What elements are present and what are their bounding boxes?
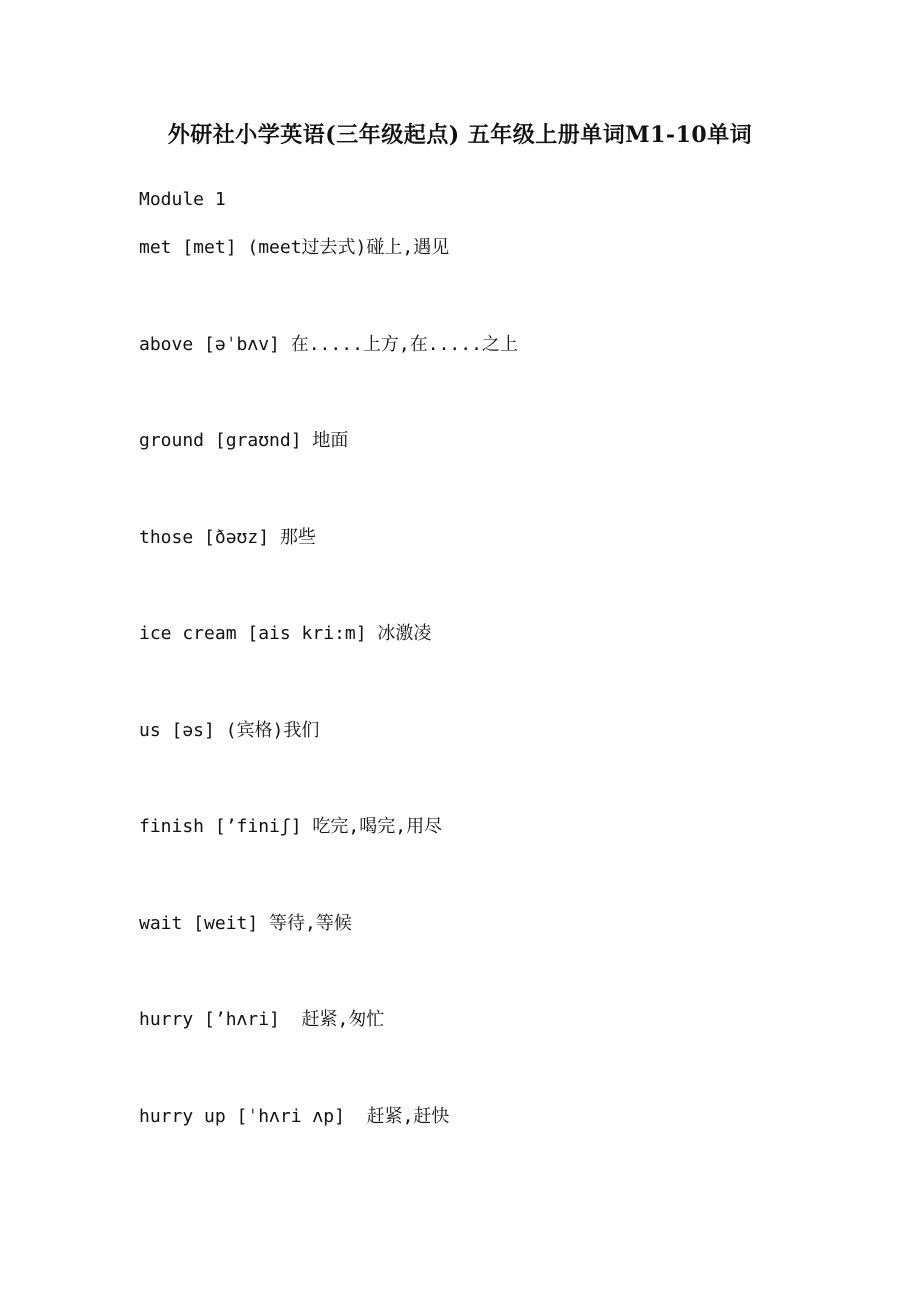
vocabulary-entry: ground [graʊnd] 地面	[139, 430, 349, 451]
vocabulary-entry: us [əs] (宾格)我们	[139, 719, 320, 741]
vocabulary-entry: hurry [’hʌri] 赶紧,匆忙	[139, 1009, 385, 1030]
vocabulary-entry: hurry up [ˈhʌri ʌp] 赶紧,赶快	[139, 1105, 450, 1127]
vocabulary-entry: wait [weit] 等待,等候	[139, 912, 352, 934]
vocabulary-entry: finish [’finiʃ] 吃完,喝完,用尽	[139, 816, 443, 837]
vocabulary-list	[139, 234, 518, 1199]
vocabulary-entry: met [met] (meet过去式)碰上,遇见	[139, 237, 450, 258]
document-title: 外研社小学英语(三年级起点) 五年级上册单词M1-10单词	[167, 122, 753, 148]
vocabulary-entry: those [ðəʊz] 那些	[139, 526, 316, 548]
vocabulary-entry: above [əˈbʌv] 在.....上方,在.....之上	[139, 333, 518, 355]
vocabulary-entry: ice cream [ais kri:m] 冰激凌	[139, 623, 432, 644]
module-heading: Module 1	[139, 189, 226, 210]
